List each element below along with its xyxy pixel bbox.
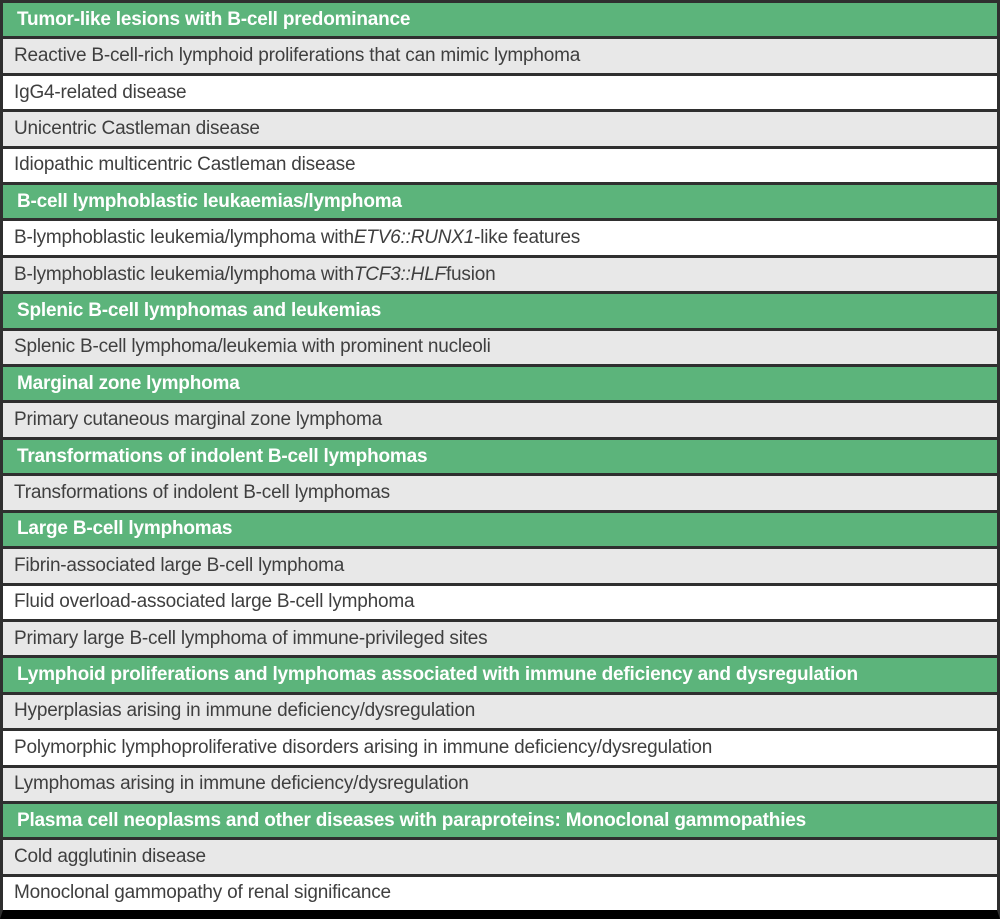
row-label-segment: -like features [474,227,581,249]
gene-fusion-name: ETV6::RUNX1 [353,227,475,249]
section-header-row [3,804,997,837]
table-row [3,476,997,509]
row-label: Monoclonal gammopathy of renal significance [14,882,391,904]
table-row [3,731,997,764]
table-row [3,622,997,655]
row-label: Cold agglutinin disease [14,846,206,868]
table-row [3,403,997,436]
section-header-row [3,294,997,327]
table-row [3,331,997,364]
row-label-segment: B-lymphoblastic leukemia/lymphoma with [14,263,354,285]
section-header-label: Lymphoid proliferations and lymphomas associated with immune deficiency and dysregulation [17,664,858,686]
section-header-label: Splenic B-cell lymphomas and leukemias [17,299,382,321]
table-row [3,695,997,728]
section-header-row [3,367,997,400]
row-label: Splenic B-cell lymphoma/leukemia with prominent nucleoli [14,336,491,358]
section-header-label: Tumor-like lesions with B-cell predominance [17,8,411,30]
row-label: IgG4-related disease [14,81,187,103]
table-row [3,76,997,109]
gene-fusion-name: TCF3::HLF [353,263,446,285]
section-header-row [3,658,997,691]
section-header-row [3,440,997,473]
row-label: Reactive B-cell-rich lymphoid proliferations that can mimic lymphoma [14,45,581,67]
section-header-row [3,3,997,36]
table-row [3,840,997,873]
row-label: Fluid overload-associated large B-cell lymphoma [14,591,415,613]
section-header-label: Plasma cell neoplasms and other diseases with paraproteins: Monoclonal gammopathies [17,809,807,831]
row-label: Hyperplasias arising in immune deficiency/dysregulation [14,700,476,722]
table-row [3,149,997,182]
table-row [3,768,997,801]
row-label: Unicentric Castleman disease [14,117,260,139]
row-label: Transformations of indolent B-cell lymphomas [14,481,390,503]
table-row [3,877,997,910]
section-header-label: Large B-cell lymphomas [17,518,233,540]
row-label: Primary cutaneous marginal zone lymphoma [14,409,382,431]
section-header-label: Transformations of indolent B-cell lymphomas [17,445,428,467]
section-header-label: B-cell lymphoblastic leukaemias/lymphoma [17,190,402,212]
row-label: Fibrin-associated large B-cell lymphoma [14,554,345,576]
row-label: Lymphomas arising in immune deficiency/dysregulation [14,773,469,795]
table-row [3,549,997,582]
row-label: Polymorphic lymphoproliferative disorders arising in immune deficiency/dysregulation [14,736,713,758]
table-row [3,258,997,291]
row-label-segment: B-lymphoblastic leukemia/lymphoma with [14,227,354,249]
row-label: Primary large B-cell lymphoma of immune-privileged sites [14,627,488,649]
section-header-row [3,513,997,546]
row-label: Idiopathic multicentric Castleman disease [14,154,356,176]
row-label-segment: fusion [445,263,496,285]
table-row [3,586,997,619]
table-row [3,39,997,72]
table-row [3,221,997,254]
section-header-label: Marginal zone lymphoma [17,372,240,394]
section-header-row [3,185,997,218]
table-row [3,112,997,145]
